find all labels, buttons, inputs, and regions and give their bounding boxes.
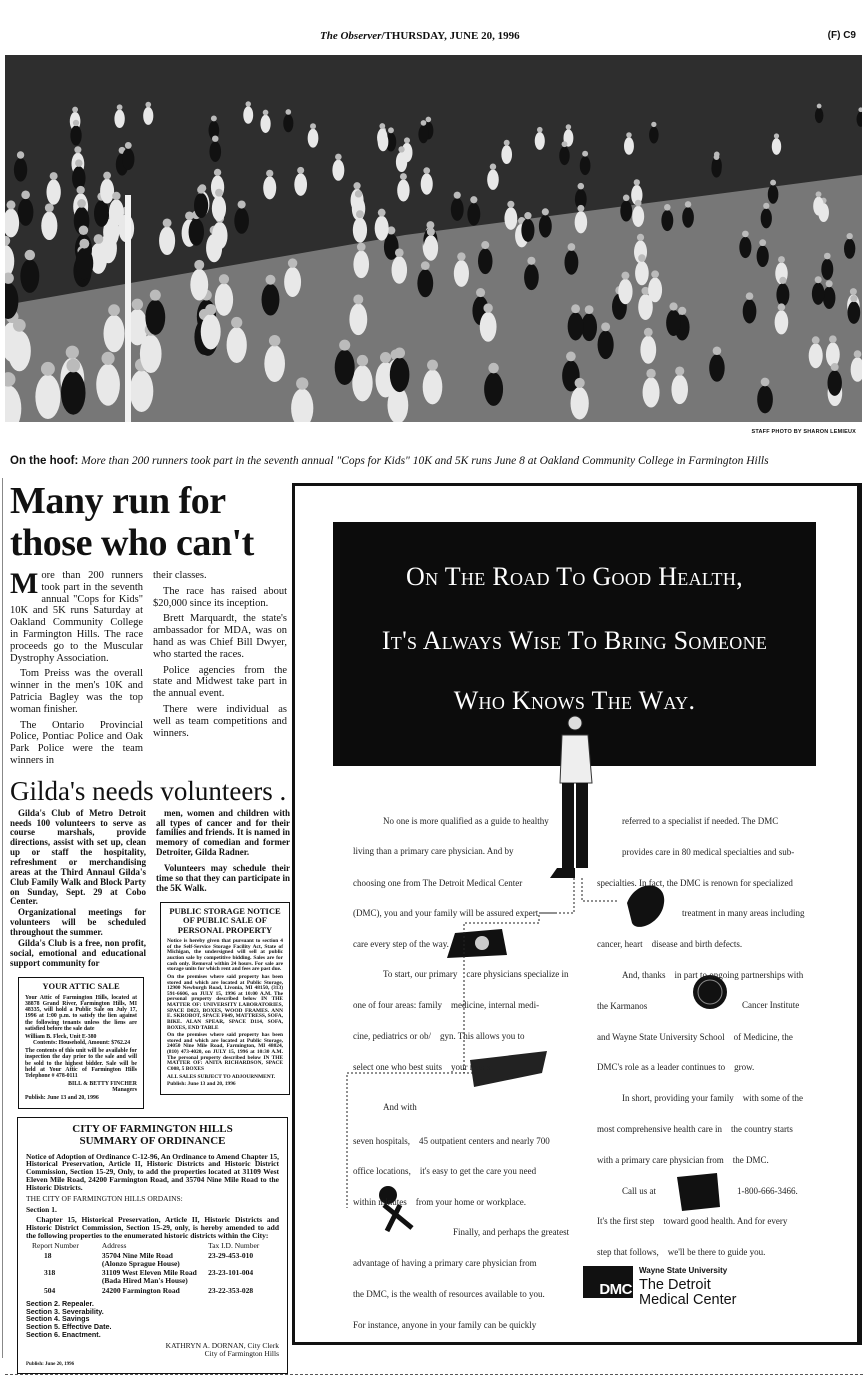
article-paragraph: Brett Marquardt, the state's ambassador for MDA, was on hand as was Chief Bill Dwyer, who started the races. xyxy=(153,613,287,660)
table-row xyxy=(26,1269,279,1287)
article-paragraph: The Ontario Provincial Police, Pontiac Police and Oak Park Police were the team winners in xyxy=(10,719,143,766)
cartoon-character-icon xyxy=(379,1186,412,1231)
notice-managers: BILL & BETTY FINCHER xyxy=(68,1081,137,1088)
notice-paragraph: Notice is hereby given that pursuant to section 4 of the Self-Service Storage Facility Act, State of Michigan, the undersigned will sell at public auction sale by competitive bidding. Sales are for cash only. Removal within 24 hours. For sale are storage units for which rent and fees are past due. xyxy=(167,938,283,973)
ad-copy-line: office locations, it's easy to get the care you need xyxy=(353,1166,537,1176)
ordinance-intro: Notice of Adoption of Ordinance C-12-96, An Ordinance to Amend Chapter 15, Historical Preservation, Article II, Historic Districts and Historic District Commission, Section 15-29, Only, to add the properties located at 31109 West Eleven Mile Road, 24200 Farmington Road, and 35704 Nine Mile Road to the Historic Districts. xyxy=(26,1151,279,1193)
caption-lead: On the hoof: xyxy=(10,455,79,467)
lower-column-1 xyxy=(10,809,146,1109)
article-headline: Many run for those who can't xyxy=(10,480,254,564)
ad-copy-line: step that follows, we'll be there to guide you. xyxy=(597,1247,766,1257)
ordinance-section-body: Chapter 15, Historical Preservation, Article II, Historic Districts and Historic District Commission, Section 15-29, only, is hereby amended to add the following properties to the enumerated historic districts within the City: xyxy=(26,1214,279,1240)
gilda-paragraph: Gilda's Club of Metro Detroit needs 100 volunteers to serve as course marshals, provide directions, assist with set up, clean up or staff the hospitality, refreshment or merchandising areas at the Third Annaul Gilda's Club Family Walk and Block Party on Sunday, Sept. 29 at Cobo Center. xyxy=(10,807,146,907)
publication-name: The Observer xyxy=(320,30,382,42)
photo-caption xyxy=(10,455,769,467)
ad-copy-line: seven hospitals, 45 outpatient centers and nearly 700 xyxy=(353,1136,550,1146)
ad-copy-line: the DMC, is the wealth of resources available to you. xyxy=(353,1289,545,1299)
ad-headline-line: On The Road To Good Health, xyxy=(406,562,743,591)
notice-body: Your Attic of Farmington Hills, located at 38878 Grand River, Farmington Hills, MI 48335, will hold a Public Sale on July 17, 1996 at 1:00 p.m. to satisfy the lien against the following tenants unless the liens are satisfied before the sale date xyxy=(25,995,137,1032)
karmanos-line-tail: Cancer Institute xyxy=(742,1000,800,1010)
notice-paragraph: On the premises where said property has been stored and which are located at Public Storage, 12900 Newburgh Road, Livonia, MI 48150, (313) 591-6606, on JULY 15, 1996 at 10:00 A.M. The personal property described below IN THE MATTER OF: UNIVERSITY LABORATORIES, SPACE D023, BOXES, WOOD FRAMES. ANN E. SKROBOT, SPACE F049, MATTRESS, SOFA, BIKE. ALAN SPEAR, SPACE D114, SOFA, BOXES, END TABLE xyxy=(167,973,283,1031)
sign-post xyxy=(125,195,131,422)
ordinance-publish-date: Publish: June 20, 1996 xyxy=(26,1361,75,1367)
ad-copy-line: Call us at xyxy=(622,1186,656,1196)
report-number: 18 xyxy=(44,1250,52,1260)
address-note: (Bada Hired Man's House) xyxy=(101,1276,188,1286)
ad-copy-line: treatment in many areas including xyxy=(682,908,805,918)
table-header: Tax I.D. Number xyxy=(208,1240,260,1250)
page-bottom-rule xyxy=(5,1374,863,1375)
ad-copy-line: choosing one from The Detroit Medical Center xyxy=(353,878,523,888)
lower-column-2 xyxy=(156,809,290,1109)
ordinance-signature xyxy=(26,1342,279,1358)
article-paragraph: their classes. xyxy=(153,570,207,581)
notice-contents: Contents: Household, Amount: $762.24 xyxy=(33,1040,131,1047)
ordinance-title xyxy=(26,1123,279,1147)
article-column-1 xyxy=(10,567,143,771)
public-storage-notice xyxy=(160,902,290,1095)
ordinance-property-table xyxy=(26,1242,279,1298)
xray-image-icon xyxy=(447,929,507,958)
ad-copy-line: No one is more qualified as a guide to healthy xyxy=(383,816,549,826)
photo-credit: STAFF PHOTO BY SHARON LEMIEUX xyxy=(751,429,856,435)
path-dotted-line xyxy=(347,878,574,1208)
article-paragraph: Tom Preiss was the overall winner in the men's 10K and Patricia Bagley was the top woman finisher. xyxy=(10,668,143,715)
ad-copy-line: most comprehensive health care in the country starts xyxy=(597,1124,793,1134)
table-row xyxy=(26,1287,279,1297)
ordinance-section-title: Section 1. xyxy=(26,1205,57,1215)
runners-photo-image xyxy=(5,55,862,422)
caption-text: More than 200 runners took part in the seventh annual "Cops for Kids" 10K and 5K runs June 8 at Oakland Community College in Farmington Hills xyxy=(81,455,769,467)
gilda-paragraph: Volunteers may schedule their time so that they can participate in the 5K Walk. xyxy=(156,863,290,893)
ad-copy-line: Finally, and perhaps the greatest xyxy=(453,1227,570,1237)
ad-copy-line: cine, pediatrics or ob/ gyn. This allows you to xyxy=(353,1031,525,1041)
address-note: (Alonzo Sprague House) xyxy=(101,1258,180,1268)
address-text: 24200 Farmington Road xyxy=(101,1286,180,1296)
address-text: 35704 Nine Mile Road xyxy=(101,1250,173,1260)
ordinance-notice xyxy=(17,1117,288,1374)
dmc-name-line: The Detroit xyxy=(639,1277,711,1293)
article-paragraph: Police agencies from the state and Midwest take part in the annual event. xyxy=(153,664,287,700)
dmc-logo-mark: DMC xyxy=(583,1266,633,1298)
ad-copy-line: For instance, anyone in your family can be quickly xyxy=(353,1320,537,1330)
ad-copy-line: And with xyxy=(383,1102,417,1112)
ad-copy-line: (DMC), you and your family will be assured expert xyxy=(353,908,539,918)
ad-copy-line: living than a primary care physician. And by xyxy=(353,846,514,856)
notice-title: PUBLIC STORAGE NOTICE OF PUBLIC SALE OF PERSONAL PROPERTY xyxy=(169,905,281,935)
ad-headline-line: It's Always Wise To Bring Someone xyxy=(381,626,768,655)
page-number: (F) C9 xyxy=(827,30,856,41)
ad-copy-line: DMC's role as a leader continues to grow. xyxy=(597,1062,755,1072)
ad-copy-line: advantage of having a primary care physician from xyxy=(353,1258,537,1268)
article-paragraph xyxy=(10,567,143,664)
gilda-headline: Gilda's needs volunteers . xyxy=(10,775,287,806)
article-columns xyxy=(8,567,290,771)
notice-paragraph: On the premises where said property has been stored and which are located at Public Storage, 24050 Nine Mile Road, Farmington, MI 48024, (810) 473-4020, on JULY 15, 1996 at 10:30 A.M. The personal property described below IN THE MATTER OF: ANITA RICHARDSON, SPACE C008, 5 BOXES xyxy=(167,1032,283,1072)
gilda-paragraph: Organizational meetings for volunteers will be scheduled throughout the summer. xyxy=(10,907,146,938)
ad-copy-line: select one who best suits your needs. xyxy=(353,1062,493,1072)
article-paragraph: The race has raised about $20,000 since its inception. xyxy=(153,585,287,609)
ordinance-sections xyxy=(26,1300,279,1338)
ad-headline-line: Who Knows The Way. xyxy=(453,686,696,715)
ordinance-title-line: CITY OF FARMINGTON HILLS xyxy=(72,1122,233,1135)
dmc-name-line: Medical Center xyxy=(639,1292,737,1308)
gilda-column-2 xyxy=(156,809,290,894)
notice-tenant: William B. Fleck, Unit E-380 xyxy=(25,1033,97,1040)
ad-copy-line: within minutes from your home or workplace. xyxy=(353,1197,526,1207)
ordinance-section: Section 5. Effective Date. xyxy=(26,1321,112,1331)
ad-copy-line: cancer, heart disease and birth defects. xyxy=(597,939,743,949)
table-header: Address xyxy=(101,1240,127,1250)
brain-image-icon xyxy=(627,885,664,927)
report-number: 318 xyxy=(44,1268,56,1278)
runners-photo xyxy=(5,55,862,422)
notice-managers-title: Managers xyxy=(112,1087,137,1094)
drop-cap: M xyxy=(10,567,39,600)
ad-copy-line: And, thanks in part to ongoing partnerships with xyxy=(622,970,804,980)
notice-paragraph: ALL SALES SUBJECT TO ADJOURNMENT. xyxy=(167,1073,276,1080)
gilda-paragraph: Gilda's Club is a free, non profit, social, emotional and educational support community for xyxy=(10,937,146,968)
ad-copy-line: It's the first step toward good health. And for every xyxy=(597,1216,788,1226)
gilda-and-notices xyxy=(8,809,290,1109)
ad-copy-line: In short, providing your family with some of the xyxy=(622,1093,803,1103)
ordinance-title-line: SUMMARY OF ORDINANCE xyxy=(79,1134,226,1147)
ad-copy-line: referred to a specialist if needed. The DMC xyxy=(622,816,779,826)
table-header: Report Number xyxy=(32,1240,79,1250)
ad-copy-line: with a primary care physician from the DMC. xyxy=(597,1155,769,1165)
ordinance-section: Section 2. Repealer. xyxy=(26,1299,94,1309)
report-number: 504 xyxy=(44,1286,56,1296)
ad-copy-line: the Karmanos xyxy=(597,1001,648,1011)
notice-title: YOUR ATTIC SALE xyxy=(42,980,120,991)
signer-name: KATHRYN A. DORNAN, City Clerk xyxy=(165,1341,279,1351)
paragraph-text: ore than 200 runners took part in the seventh annual "Cops for Kids" 10K and 5K runs Saturday at Oakland Community College in Farmington Hills. The race proceeds go to the Muscular Dystrophy Association. xyxy=(10,570,143,664)
tax-id: 23-23-101-004 xyxy=(208,1268,254,1278)
notice-publish-date: Publish: June 13 and 20, 1996 xyxy=(25,1095,99,1102)
ad-copy-line: specialties. In fact, the DMC is renown for specialized xyxy=(597,878,793,888)
phone-number[interactable]: 1-800-666-3466. xyxy=(737,1186,798,1196)
page-margin-rule xyxy=(2,478,3,1358)
property-address xyxy=(102,1252,208,1270)
publication-line xyxy=(320,30,520,42)
tax-id: 23-22-353-028 xyxy=(208,1286,254,1296)
ad-copy-line: and Wayne State University School of Medicine, the xyxy=(597,1032,793,1042)
masthead xyxy=(0,30,868,46)
address-text: 31109 West Eleven Mile Road xyxy=(101,1268,197,1278)
issue-date: /THURSDAY, JUNE 20, 1996 xyxy=(381,30,520,42)
property-address xyxy=(102,1269,208,1287)
notice-inspection: The contents of this unit will be available for inspection the day prior to the sale and will be sold to the highest bidder. Sale will be held at Your Attic of Farmington Hills Telephone # 478-0111 xyxy=(25,1048,137,1079)
ordinance-section: Section 6. Enactment. xyxy=(26,1329,101,1339)
ad-copy-line: one of four areas: family medicine, internal medi- xyxy=(353,1000,540,1010)
signer-org: City of Farmington Hills xyxy=(204,1348,279,1358)
ad-copy-line: To start, our primary care physicians specialize in xyxy=(383,969,569,979)
notice-publish-date: Publish: June 13 and 20, 1996 xyxy=(167,1081,236,1088)
tax-id: 23-29-453-010 xyxy=(208,1250,254,1260)
ordinance-section: Section 4. Savings xyxy=(26,1314,90,1324)
book-icon xyxy=(677,1173,720,1211)
left-news-region xyxy=(8,480,290,1374)
ad-copy-line: provides care in 80 medical specialties and sub- xyxy=(622,847,795,857)
ordinance-ordains: THE CITY OF FARMINGTON HILLS ORDAINS: xyxy=(26,1194,183,1204)
doctor-figure-icon xyxy=(550,716,592,878)
ordinance-section: Section 3. Severability. xyxy=(26,1306,104,1316)
gilda-column-1 xyxy=(10,809,146,969)
gilda-paragraph: men, women and children with all types of cancer and for their families and friends. It is named in memory of comedian and former Detroiter, Gilda Radner. xyxy=(156,807,290,858)
dmc-name xyxy=(639,1278,737,1308)
table-row xyxy=(26,1252,279,1270)
dmc-affiliation: Wayne State University xyxy=(639,1266,728,1275)
article-column-2 xyxy=(153,570,287,771)
ad-copy-line: care every step of the way. xyxy=(353,939,449,949)
attic-sale-notice xyxy=(18,977,144,1109)
property-address xyxy=(102,1287,208,1297)
article-paragraph: There were individual as well as team competitions and winners. xyxy=(153,703,287,739)
